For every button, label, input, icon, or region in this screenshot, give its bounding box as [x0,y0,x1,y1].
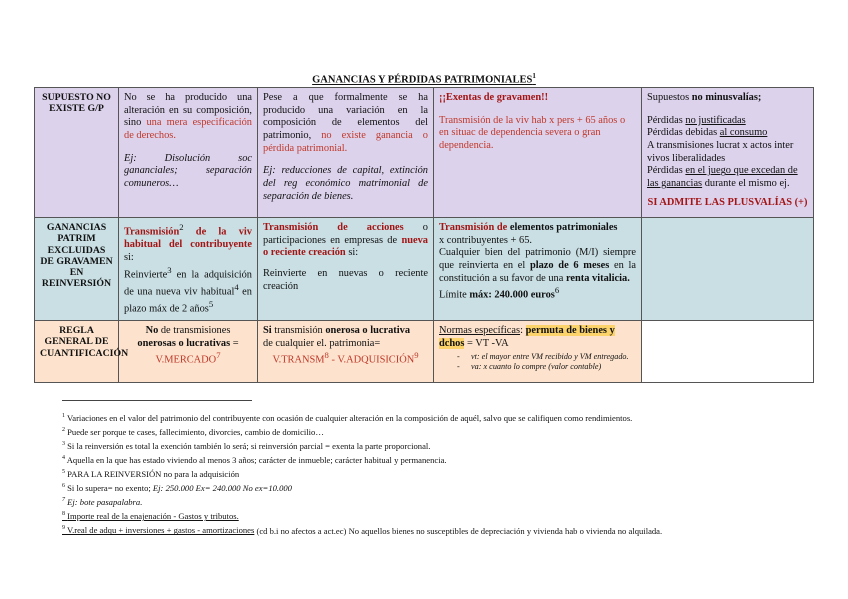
footnote-3: $^3$ Si la reinversión es total la exención también lo será; si reinversión parcial = exenta la parte proporcional. [62,440,431,451]
cell-acciones: Transmisión de acciones o participaciones en empresas de nueva o reciente creación si: Reinvierte en nuevas o reciente creación [258,218,434,321]
cell-permuta: Normas específicas: permuta de bienes y dchos = VT -VA - vt: el mayor entre VM recibido y VM entregado. - va: x cuanto lo compre (valor contable) [434,321,642,383]
cell-variacion-formal: Pese a que formalmente se ha producido una variación en la composición de elementos del patrimonio, no existe ganancia o pérdida patrimonial. Ej: reducciones de capital, extinción del reg económico matrimonial de separación de bienes. [258,88,434,218]
cell-exentas: ¡¡Exentas de gravamen!! Transmisión de la viv hab x pers + 65 años o en situac de dependencia severa o gran dependencia. [434,88,642,218]
cell-valor-mercado: No de transmisiones onerosas o lucrativas = V.MERCADO$^7$ [119,321,258,383]
cell-vtransm-vadq: Si transmisión onerosa o lucrativa de cualquier el. patrimonia= V.TRANSM$^8$ - V.ADQUISICIÓN$^9$ [258,321,434,383]
table-row [35,218,814,321]
footnote-6: $^6$ Si lo supera= no exento; Ej: 250.000 Ex= 240.000 No ex=10.000 [62,483,292,494]
footnote-divider [62,400,252,401]
page-title: GANANCIAS Y PÉRDIDAS PATRIMONIALES$^1$ [312,72,536,86]
cell-vivienda-habitual: Transmisión$^2$ de la viv habitual del contribuyente si: Reinvierte$^3$ en la adquisición de una nueva viv habitual$^4$ en plazo máx de 2 años$^5$ [119,218,258,321]
row-header-regla-general: REGLA GENERAL DE CUANTIFICACIÓN [35,321,119,383]
permuta-list [439,352,636,371]
list-item: - vt: el mayor entre VM recibido y VM entregado. [457,352,636,361]
list-item: - va: x cuanto lo compre (valor contable) [457,362,636,371]
row-header-no-gp: SUPUESTO NO EXISTE G/P [35,88,119,218]
cell-no-minusvalias: Supuestos no minusvalías; Pérdidas no justificadas Pérdidas debidas al consumo A transmisiones lucrat x actos inter vivos liberalidades Pérdidas en el juego que excedan de las ganancias durante el mismo ej. SI ADMITE LAS PLUSVALÍAS (+) [642,88,814,218]
footnote-2: $^2$ Puede ser porque te cases, fallecimiento, divorcies, cambio de domicilio… [62,426,324,437]
footnotes [62,410,792,537]
footnote-8: $^8$ Importe real de la enajenación - Gastos y tributos. [62,511,239,522]
footnote-7: $^7$ Ej: bote pasapalabra. [62,497,143,508]
cell-empty [642,321,814,383]
footnote-9: $^9$ V.real de adqu + inversiones + gastos - amortizaciones (cd b.i no afectos a act.ec) No aquellos bienes no susceptibles de depreciación y vivienda hab o vivienda no alquilada. [62,525,663,536]
table-row [35,88,814,218]
cell-no-alteracion: No se ha producido una alteración en su composición, sino una mera especificación de derechos. Ej: Disolución soc gananciales; separación comuneros… [119,88,258,218]
row-header-excluidas: GANANCIAS PATRIM EXCLUIDAS DE GRAVAMEN EN REINVERSIÓN [35,218,119,321]
footnote-4: $^4$ Aquella en la que has estado viviendo al menos 3 años; carácter de inmueble; carácter habitual y permanencia. [62,455,447,466]
cell-empty [642,218,814,321]
table-row [35,321,814,383]
summary-table [34,87,814,383]
cell-elementos-patrimoniales: Transmisión de elementos patrimoniales x contribuyentes + 65. Cualquier bien del patrimonio (M/I) siempre que reinvierta en el plazo de 6 meses en la constitución a su favor de una renta vitalicia. Límite máx: 240.000 euros$^6$ [434,218,642,321]
footnote-1: $^1$ Variaciones en el valor del patrimonio del contribuyente con ocasión de cualquier alteración en la composición de aquél, salvo que se califiquen como rendimientos. [62,412,633,423]
footnote-5: $^5$ PARA LA REINVERSIÓN no para la adquisición [62,469,240,480]
